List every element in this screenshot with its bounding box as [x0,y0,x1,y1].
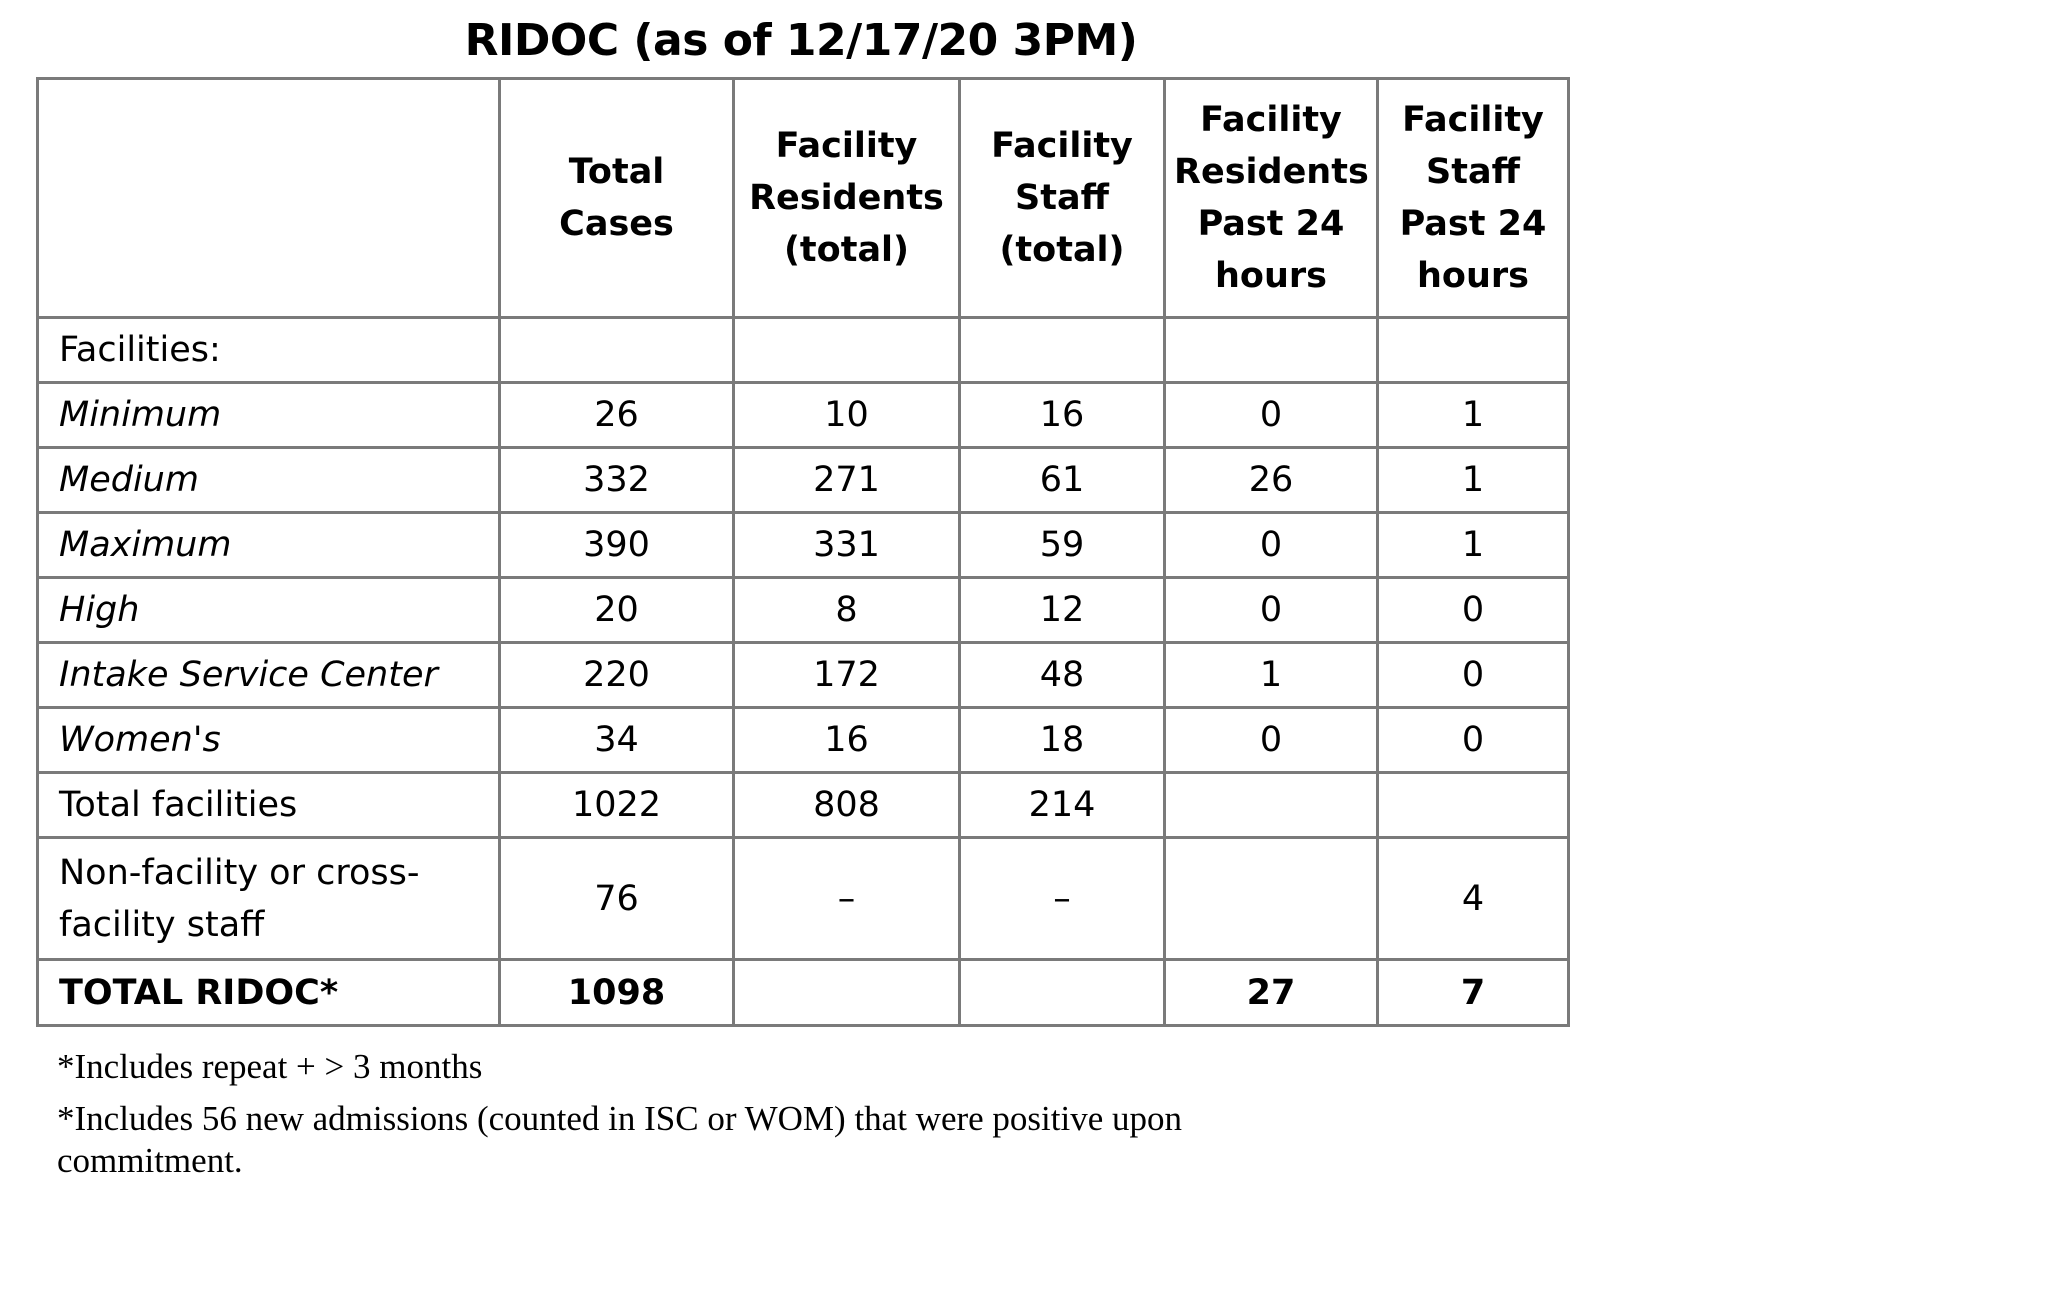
cell-residents-total: 808 [734,773,960,838]
table-row [38,318,1569,383]
cell-staff-total: 12 [960,578,1165,643]
cell-staff-total: – [960,838,1165,960]
table-row [38,578,1569,643]
row-label: Women's [38,708,500,773]
cell-staff-24h: 0 [1378,708,1569,773]
cell-staff-24h [1378,773,1569,838]
cell-residents-total [734,318,960,383]
header-cell-total-cases: Total Cases [500,79,734,318]
table-row [38,643,1569,708]
cell-staff-total: 61 [960,448,1165,513]
cell-total-cases: 26 [500,383,734,448]
row-label: Minimum [38,383,500,448]
cell-total-cases [500,318,734,383]
cell-residents-total: 271 [734,448,960,513]
cell-residents-total: 172 [734,643,960,708]
table-row [38,448,1569,513]
cell-staff-24h: 7 [1378,960,1569,1026]
total-row [38,960,1569,1026]
cell-staff-total: 48 [960,643,1165,708]
row-label: Non-facility or cross-facility staff [38,838,500,960]
header-cell-residents-24h: Facility Residents Past 24 hours [1165,79,1378,318]
cell-residents-24h: 0 [1165,383,1378,448]
cell-staff-total [960,318,1165,383]
header-cell-label [38,79,500,318]
cell-total-cases: 332 [500,448,734,513]
cell-residents-24h: 0 [1165,513,1378,578]
cell-residents-total: 331 [734,513,960,578]
cell-total-cases: 1098 [500,960,734,1026]
cell-staff-24h: 1 [1378,513,1569,578]
header-cell-residents-total: Facility Residents (total) [734,79,960,318]
row-label: Intake Service Center [38,643,500,708]
page-title: RIDOC (as of 12/17/20 3PM) [464,15,1138,66]
row-label: TOTAL RIDOC* [38,960,500,1026]
footnotes [57,1046,1357,1182]
cell-residents-total: – [734,838,960,960]
row-label: Total facilities [38,773,500,838]
cell-staff-total: 59 [960,513,1165,578]
cell-staff-total: 18 [960,708,1165,773]
cell-total-cases: 20 [500,578,734,643]
cell-residents-24h: 1 [1165,643,1378,708]
cell-total-cases: 34 [500,708,734,773]
cell-residents-24h: 26 [1165,448,1378,513]
row-label: High [38,578,500,643]
cell-staff-24h: 0 [1378,578,1569,643]
cell-residents-24h: 0 [1165,578,1378,643]
row-label: Facilities: [38,318,500,383]
table-row [38,773,1569,838]
cell-staff-24h [1378,318,1569,383]
table-row [38,513,1569,578]
footnote: *Includes 56 new admissions (counted in ISC or WOM) that were positive upon commitment. [57,1099,1183,1180]
cases-table [36,77,1570,1027]
cell-residents-24h: 27 [1165,960,1378,1026]
cell-total-cases: 390 [500,513,734,578]
cell-total-cases: 220 [500,643,734,708]
cell-residents-total: 10 [734,383,960,448]
row-label: Maximum [38,513,500,578]
cell-residents-total [734,960,960,1026]
header-row [38,79,1569,318]
cell-total-cases: 1022 [500,773,734,838]
cell-residents-24h [1165,318,1378,383]
cell-total-cases: 76 [500,838,734,960]
cell-residents-total: 16 [734,708,960,773]
cell-residents-24h [1165,773,1378,838]
row-label: Medium [38,448,500,513]
table-row [38,838,1569,960]
cell-residents-24h [1165,838,1378,960]
cell-staff-24h: 4 [1378,838,1569,960]
table-row [38,708,1569,773]
cell-staff-24h: 0 [1378,643,1569,708]
cell-residents-24h: 0 [1165,708,1378,773]
cell-staff-24h: 1 [1378,448,1569,513]
footnote: *Includes repeat + > 3 months [57,1047,483,1086]
cell-staff-total [960,960,1165,1026]
cell-staff-24h: 1 [1378,383,1569,448]
cell-staff-total: 214 [960,773,1165,838]
cell-staff-total: 16 [960,383,1165,448]
table-row [38,383,1569,448]
cell-residents-total: 8 [734,578,960,643]
header-cell-staff-24h: Facility Staff Past 24 hours [1378,79,1569,318]
header-cell-staff-total: Facility Staff (total) [960,79,1165,318]
